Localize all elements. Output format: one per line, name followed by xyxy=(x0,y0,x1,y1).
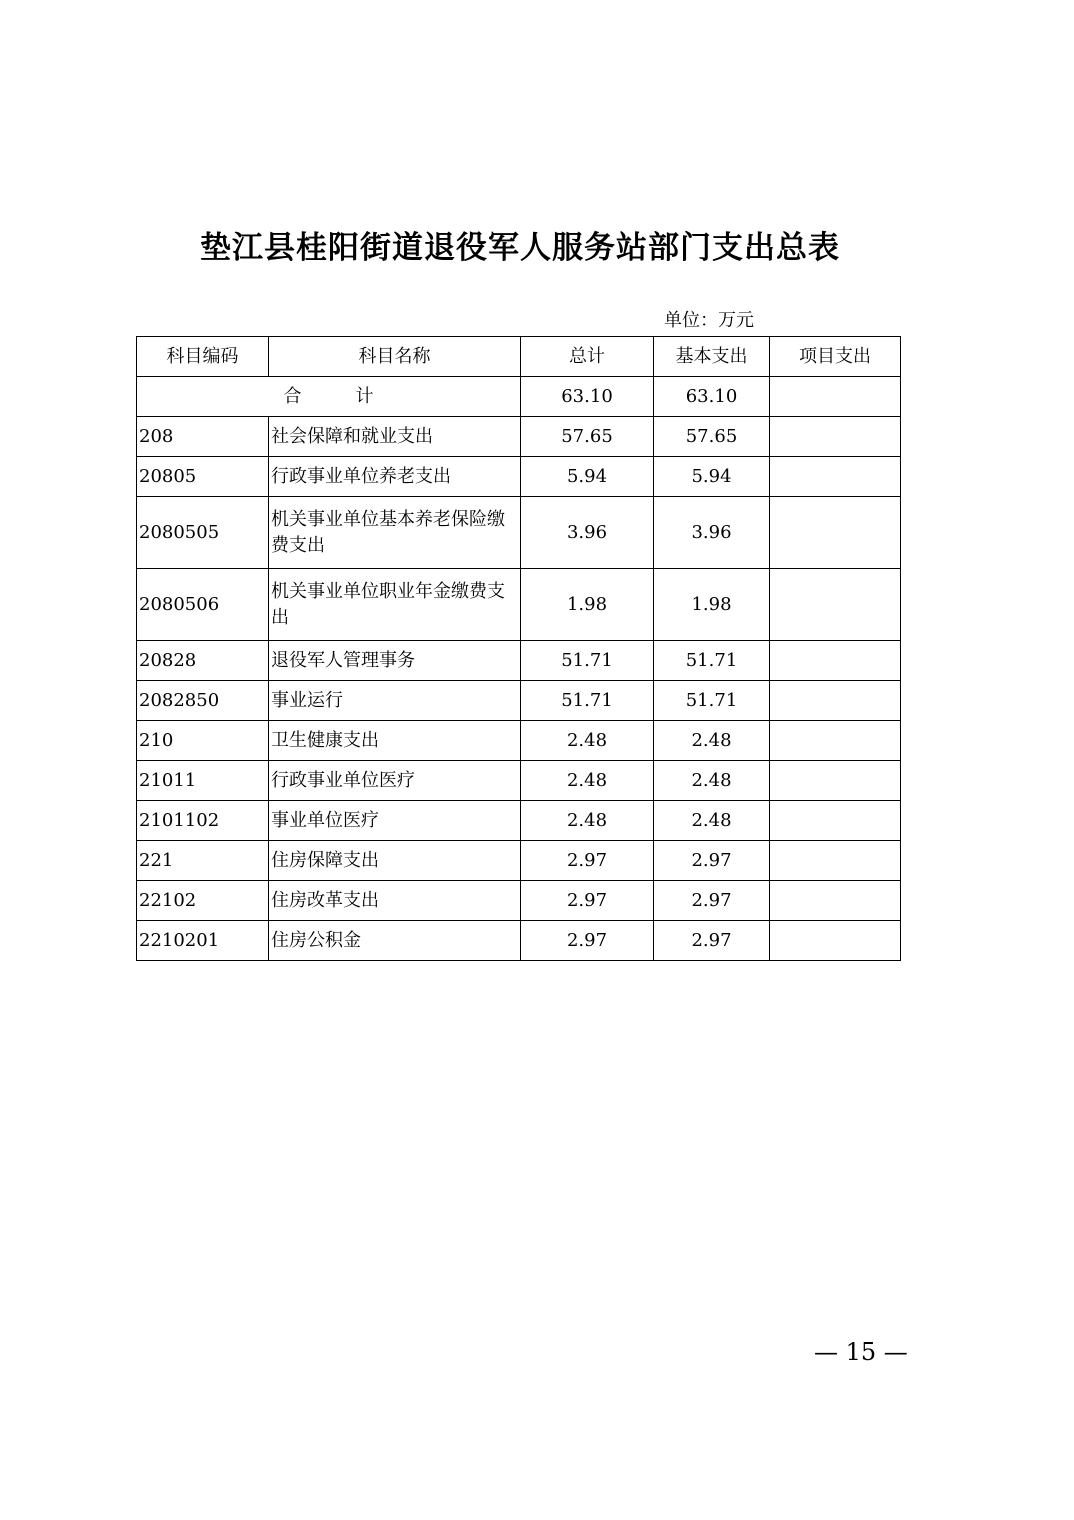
row-name: 住房保障支出 xyxy=(269,841,521,881)
row-name: 退役军人管理事务 xyxy=(269,641,521,681)
row-code: 208 xyxy=(137,417,269,457)
row-project xyxy=(770,457,901,497)
row-basic: 3.96 xyxy=(654,497,770,569)
table-row xyxy=(137,681,901,721)
row-name: 住房公积金 xyxy=(269,921,521,961)
row-basic: 2.97 xyxy=(654,881,770,921)
row-total: 51.71 xyxy=(521,681,654,721)
row-project xyxy=(770,641,901,681)
table-header-row xyxy=(137,337,901,377)
row-total: 2.48 xyxy=(521,801,654,841)
row-code: 2080505 xyxy=(137,497,269,569)
row-total: 3.96 xyxy=(521,497,654,569)
row-basic: 57.65 xyxy=(654,417,770,457)
row-total: 2.48 xyxy=(521,721,654,761)
row-basic: 2.48 xyxy=(654,801,770,841)
table-row xyxy=(137,841,901,881)
table-row xyxy=(137,801,901,841)
header-project: 项目支出 xyxy=(770,337,901,377)
row-total: 57.65 xyxy=(521,417,654,457)
table-row xyxy=(137,417,901,457)
header-code: 科目编码 xyxy=(137,337,269,377)
row-project xyxy=(770,721,901,761)
table-row xyxy=(137,881,901,921)
total-row xyxy=(137,377,901,417)
row-name: 住房改革支出 xyxy=(269,881,521,921)
row-basic: 2.48 xyxy=(654,721,770,761)
row-basic: 1.98 xyxy=(654,569,770,641)
total-project xyxy=(770,377,901,417)
row-basic: 2.97 xyxy=(654,921,770,961)
row-project xyxy=(770,417,901,457)
row-code: 2082850 xyxy=(137,681,269,721)
table-row xyxy=(137,921,901,961)
unit-label: 单位：万元 xyxy=(664,310,754,331)
row-total: 2.97 xyxy=(521,881,654,921)
table-row xyxy=(137,457,901,497)
row-basic: 2.97 xyxy=(654,841,770,881)
row-name: 行政事业单位养老支出 xyxy=(269,457,521,497)
row-name: 机关事业单位职业年金缴费支出 xyxy=(269,569,521,641)
row-code: 2080506 xyxy=(137,569,269,641)
table-row xyxy=(137,641,901,681)
row-basic: 51.71 xyxy=(654,681,770,721)
row-project xyxy=(770,801,901,841)
total-sum: 63.10 xyxy=(521,377,654,417)
row-project xyxy=(770,569,901,641)
row-project xyxy=(770,497,901,569)
row-code: 210 xyxy=(137,721,269,761)
header-basic: 基本支出 xyxy=(654,337,770,377)
table-row xyxy=(137,569,901,641)
row-total: 2.48 xyxy=(521,761,654,801)
row-basic: 5.94 xyxy=(654,457,770,497)
total-basic: 63.10 xyxy=(654,377,770,417)
row-name: 事业运行 xyxy=(269,681,521,721)
row-code: 2210201 xyxy=(137,921,269,961)
row-name: 卫生健康支出 xyxy=(269,721,521,761)
row-project xyxy=(770,761,901,801)
row-code: 2101102 xyxy=(137,801,269,841)
row-code: 20805 xyxy=(137,457,269,497)
row-name: 事业单位医疗 xyxy=(269,801,521,841)
row-project xyxy=(770,921,901,961)
row-code: 20828 xyxy=(137,641,269,681)
row-total: 2.97 xyxy=(521,921,654,961)
row-name: 行政事业单位医疗 xyxy=(269,761,521,801)
row-basic: 51.71 xyxy=(654,641,770,681)
table-row xyxy=(137,721,901,761)
row-total: 2.97 xyxy=(521,841,654,881)
row-project xyxy=(770,841,901,881)
row-code: 21011 xyxy=(137,761,269,801)
table-row xyxy=(137,497,901,569)
row-name: 机关事业单位基本养老保险缴费支出 xyxy=(269,497,521,569)
row-code: 221 xyxy=(137,841,269,881)
row-name: 社会保障和就业支出 xyxy=(269,417,521,457)
row-project xyxy=(770,681,901,721)
row-total: 5.94 xyxy=(521,457,654,497)
document-title: 垫江县桂阳街道退役军人服务站部门支出总表 xyxy=(200,230,840,266)
row-total: 51.71 xyxy=(521,641,654,681)
row-project xyxy=(770,881,901,921)
row-total: 1.98 xyxy=(521,569,654,641)
expenditure-table xyxy=(136,336,901,961)
total-label: 合 计 xyxy=(137,377,521,417)
table-row xyxy=(137,761,901,801)
row-code: 22102 xyxy=(137,881,269,921)
header-total: 总计 xyxy=(521,337,654,377)
page-number: — 15 — xyxy=(814,1338,908,1366)
header-name: 科目名称 xyxy=(269,337,521,377)
row-basic: 2.48 xyxy=(654,761,770,801)
